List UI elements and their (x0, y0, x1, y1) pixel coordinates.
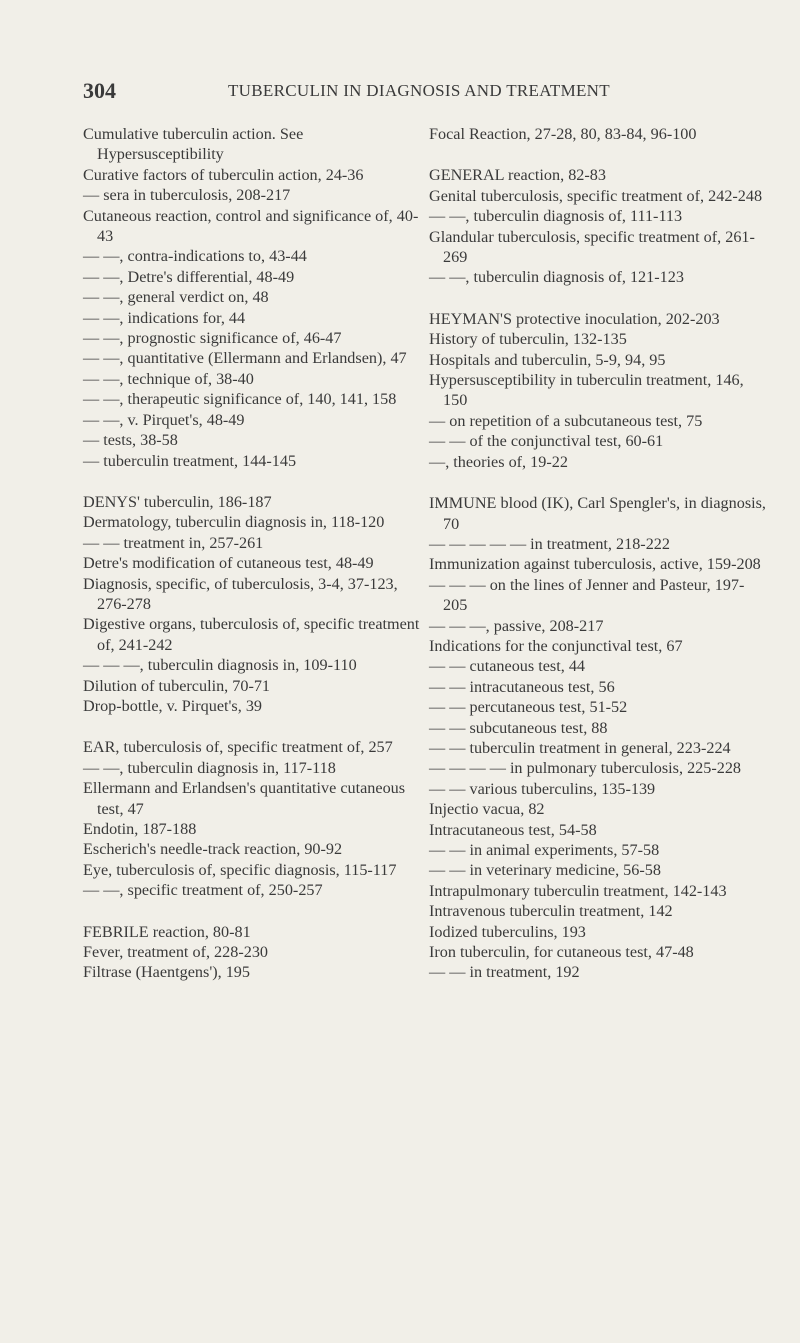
index-entry: — — — — in pulmonary tuberculosis, 225-228 (429, 759, 742, 778)
index-entry: Iodized tuberculins, 193 (429, 922, 586, 941)
index-column-right (429, 124, 767, 1004)
index-entry: Curative factors of tuberculin action, 24-36 (83, 165, 364, 184)
index-entry: — —, therapeutic significance of, 140, 141, 158 (83, 390, 397, 409)
index-entry: Ellermann and Erlandsen's quantitative cutaneous test, 47 (83, 779, 406, 818)
index-entry: Drop-bottle, v. Pirquet's, 39 (83, 696, 263, 715)
index-entry: — — in animal experiments, 57-58 (429, 841, 660, 859)
index-letter-group (83, 922, 421, 983)
index-entry: — —, prognostic significance of, 46-47 (83, 329, 342, 348)
index-entry: — —, contra-indications to, 43-44 (83, 247, 307, 266)
index-entry: — —, tuberculin diagnosis of, 121-123 (429, 268, 684, 287)
index-entry: — — —, passive, 208-217 (429, 616, 604, 635)
index-letter-group (83, 737, 421, 900)
index-entry: — tests, 38-58 (83, 431, 178, 450)
index-entry: Intracutaneous test, 54-58 (429, 820, 597, 839)
index-entry: Indications for the conjunctival test, 67 (429, 636, 683, 655)
index-entry: Iron tuberculin, for cutaneous test, 47-48 (429, 943, 694, 962)
index-entry: Injectio vacua, 82 (429, 800, 545, 819)
index-entry: — — cutaneous test, 44 (429, 657, 586, 676)
index-entry: GENERAL reaction, 82-83 (429, 166, 606, 185)
index-entry: — on repetition of a subcutaneous test, 75 (429, 411, 703, 430)
index-letter-group (429, 165, 767, 287)
index-entry: Filtrase (Haentgens'), 195 (83, 963, 250, 982)
index-entry: History of tuberculin, 132-135 (429, 330, 627, 349)
index-entry: Diagnosis, specific, of tuberculosis, 3-4, 37-123, 276-278 (83, 574, 398, 613)
index-entry: — — —, tuberculin diagnosis in, 109-110 (83, 656, 357, 675)
index-entry: Hospitals and tuberculin, 5-9, 94, 95 (429, 350, 666, 369)
index-entry: IMMUNE blood (IK), Carl Spengler's, in diagnosis, 70 (429, 494, 766, 533)
index-entry: — — intracutaneous test, 56 (429, 677, 615, 696)
running-title: TUBERCULIN IN DIAGNOSIS AND TREATMENT (228, 81, 610, 100)
index-entry: — —, specific treatment of, 250-257 (83, 881, 323, 900)
index-entry: Hypersusceptibility in tuberculin treatment, 146, 150 (429, 371, 744, 410)
index-entry: Intrapulmonary tuberculin treatment, 142-143 (429, 881, 727, 900)
index-letter-group (83, 124, 421, 471)
index-entry: Eye, tuberculosis of, specific diagnosis, 115-117 (83, 860, 397, 879)
page-number: 304 (83, 78, 116, 103)
index-entry: Glandular tuberculosis, specific treatment of, 261-269 (429, 227, 755, 267)
index-entry: — — — — — in treatment, 218-222 (429, 534, 670, 553)
index-entry: FEBRILE reaction, 80-81 (83, 922, 251, 941)
index-entry: — —, tuberculin diagnosis in, 117-118 (83, 758, 336, 777)
index-entry: —, theories of, 19-22 (429, 452, 568, 471)
index-entry: Focal Reaction, 27-28, 80, 83-84, 96-100 (429, 125, 697, 143)
index-entry: — —, indications for, 44 (83, 308, 246, 327)
index-entry: — — in treatment, 192 (429, 963, 580, 982)
index-entry: Intravenous tuberculin treatment, 142 (429, 902, 673, 921)
index-entry: — — — on the lines of Jenner and Pasteur, 197-205 (429, 575, 745, 615)
index-entry: Cumulative tuberculin action. See Hypersusceptibility (83, 125, 304, 164)
index-entry: Digestive organs, tuberculosis of, specific treatment of, 241-242 (83, 615, 420, 654)
index-entry: — — percutaneous test, 51-52 (429, 698, 628, 717)
index-entry: Endotin, 187-188 (83, 820, 197, 838)
index-entry: EAR, tuberculosis of, specific treatment of, 257 (83, 738, 393, 757)
index-entry: Detre's modification of cutaneous test, 48-49 (83, 554, 374, 573)
index-entry: — —, tuberculin diagnosis of, 111-113 (429, 207, 683, 226)
index-entry: Dermatology, tuberculin diagnosis in, 118-120 (83, 513, 385, 532)
index-entry: — — various tuberculins, 135-139 (429, 779, 656, 798)
index-entry: — —, quantitative (Ellermann and Erlandsen), 47 (83, 349, 407, 368)
index-letter-group (429, 493, 767, 983)
index-entry: Escherich's needle-track reaction, 90-92 (83, 840, 343, 859)
index-column-left (83, 124, 421, 1004)
index-entry: Fever, treatment of, 228-230 (83, 943, 269, 962)
index-entry: — —, general verdict on, 48 (83, 288, 269, 307)
index-entry: Immunization against tuberculosis, active, 159-208 (429, 555, 761, 574)
index-entry: — — of the conjunctival test, 60-61 (429, 432, 664, 451)
index-entry: — —, Detre's differential, 48-49 (83, 267, 295, 286)
page-header (83, 78, 723, 108)
index-entry: DENYS' tuberculin, 186-187 (83, 492, 272, 511)
index-entry: — — tuberculin treatment in general, 223-224 (429, 738, 731, 757)
index-letter-group (429, 124, 767, 144)
index-entry: — —, v. Pirquet's, 48-49 (83, 410, 245, 429)
index-entry: — sera in tuberculosis, 208-217 (83, 186, 291, 205)
index-entry: HEYMAN'S protective inoculation, 202-203 (429, 309, 720, 328)
index-entry: — —, technique of, 38-40 (83, 369, 254, 388)
index-letter-group (429, 309, 767, 472)
index-entry: — — subcutaneous test, 88 (429, 718, 608, 737)
index-entry: Dilution of tuberculin, 70-71 (83, 676, 271, 695)
index-entry: Cutaneous reaction, control and significance of, 40-43 (83, 206, 419, 246)
index-entry: — tuberculin treatment, 144-145 (83, 451, 297, 470)
index-entry: — — treatment in, 257-261 (83, 533, 264, 552)
index-entry: Genital tuberculosis, specific treatment of, 242-248 (429, 186, 763, 205)
index-entry: — — in veterinary medicine, 56-58 (429, 861, 661, 880)
index-letter-group (83, 492, 421, 716)
